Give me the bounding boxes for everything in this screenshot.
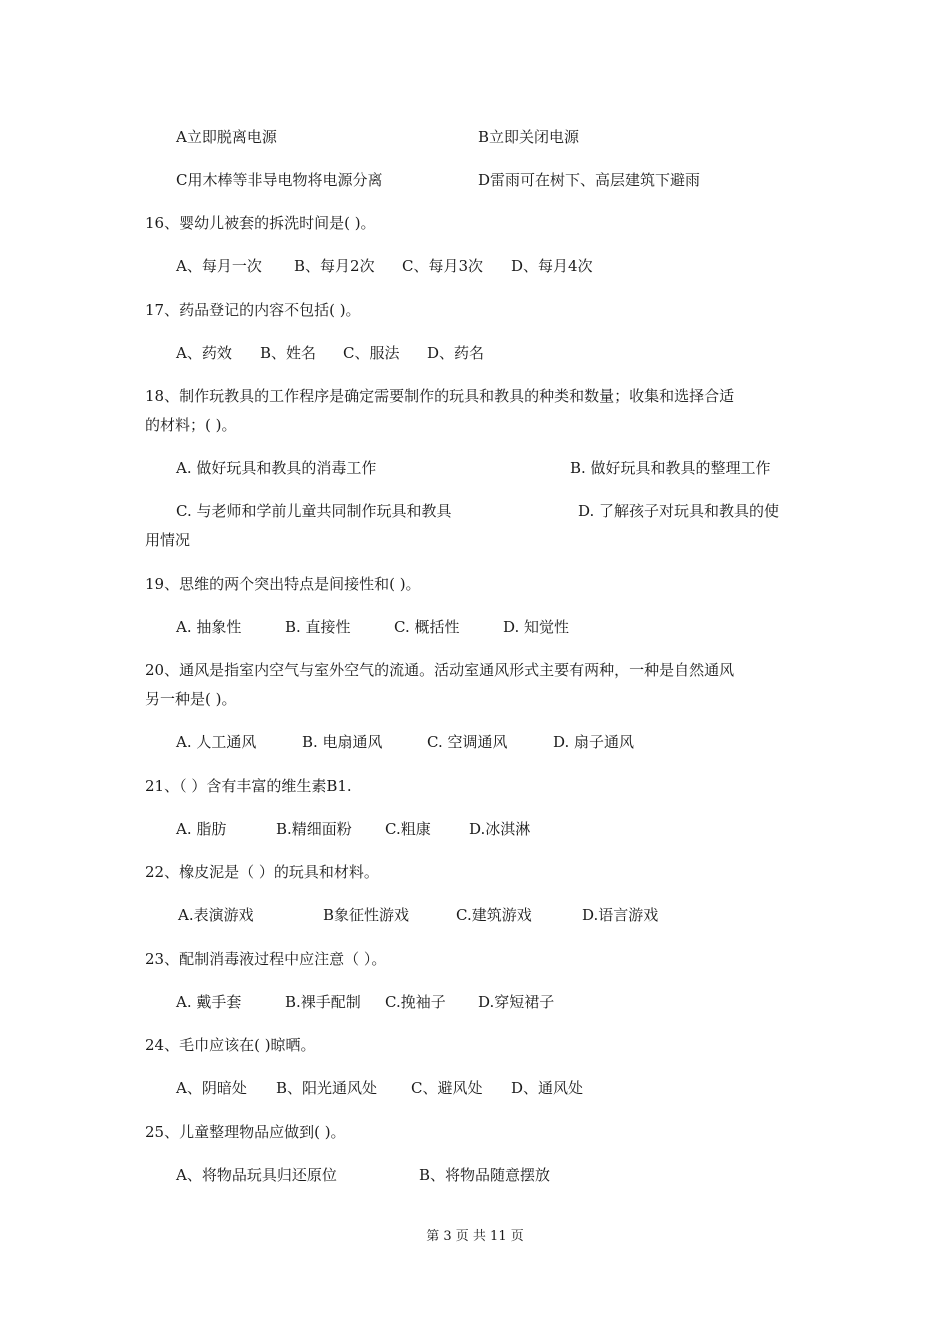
q19-option-d: D. 知觉性	[503, 618, 570, 636]
q21-option-c: C.粗康	[385, 820, 431, 838]
q21-option-b: B.精细面粉	[276, 820, 352, 838]
q19-option-a: A. 抽象性	[176, 618, 242, 636]
q18-option-d: D. 了解孩子对玩具和教具的使	[578, 502, 780, 520]
q17-option-d: D、药名	[427, 344, 485, 362]
q18-option-a: A. 做好玩具和教具的消毒工作	[176, 459, 377, 477]
q22-option-d: D.语言游戏	[582, 906, 659, 924]
q17-option-b: B、姓名	[260, 344, 317, 362]
q17-option-c: C、服法	[343, 344, 400, 362]
q19-option-b: B. 直接性	[285, 618, 351, 636]
q15-option-d: D雷雨可在树下、高层建筑下避雨	[478, 171, 701, 189]
q21-option-d: D.冰淇淋	[469, 820, 531, 838]
q24-option-c: C、避风处	[411, 1079, 483, 1097]
q22-option-a: A.表演游戏	[178, 906, 254, 924]
q20-option-d: D. 扇子通风	[553, 733, 635, 751]
q15-option-c: C用木棒等非导电物将电源分离	[176, 171, 383, 189]
q22-option-b: B象征性游戏	[323, 906, 410, 924]
q23-stem: 23、配制消毒液过程中应注意（ ）。	[145, 950, 387, 968]
q16-option-d: D、每月4次	[511, 257, 593, 275]
q16-option-b: B、每月2次	[294, 257, 375, 275]
page-footer: 第 3 页 共 11 页	[426, 1229, 524, 1244]
q20-option-a: A. 人工通风	[176, 733, 257, 751]
q25-option-a: A、将物品玩具归还原位	[176, 1166, 337, 1184]
q22-stem: 22、橡皮泥是（ ）的玩具和材料。	[145, 863, 379, 881]
q24-option-b: B、阳光通风处	[276, 1079, 378, 1097]
q16-stem: 16、婴幼儿被套的拆洗时间是( )。	[145, 214, 376, 232]
q18-option-b: B. 做好玩具和教具的整理工作	[570, 459, 771, 477]
q23-option-c: C.挽袖子	[385, 993, 446, 1011]
q23-option-d: D.穿短裙子	[478, 993, 555, 1011]
q23-option-a: A. 戴手套	[176, 993, 242, 1011]
q16-option-a: A、每月一次	[176, 257, 262, 275]
q18-option-c: C. 与老师和学前儿童共同制作玩具和教具	[176, 502, 452, 520]
q20-stem-line1: 20、通风是指室内空气与室外空气的流通。活动室通风形式主要有两种，一种是自然通风	[145, 661, 735, 679]
q19-option-c: C. 概括性	[394, 618, 460, 636]
q23-option-b: B.裸手配制	[285, 993, 361, 1011]
q24-option-d: D、通风处	[511, 1079, 584, 1097]
q19-stem: 19、思维的两个突出特点是间接性和( )。	[145, 575, 421, 593]
q18-stem-line2: 的材料；( )。	[145, 416, 237, 434]
q18-option-d-continued: 用情况	[145, 531, 191, 549]
q20-stem-line2: 另一种是( )。	[145, 690, 237, 708]
q21-option-a: A. 脂肪	[176, 820, 227, 838]
q17-stem: 17、药品登记的内容不包括( )。	[145, 301, 361, 319]
q17-option-a: A、药效	[176, 344, 232, 362]
q20-option-c: C. 空调通风	[427, 733, 508, 751]
q16-option-c: C、每月3次	[402, 257, 484, 275]
q25-stem: 25、儿童整理物品应做到( )。	[145, 1123, 346, 1141]
q24-stem: 24、毛巾应该在( )晾晒。	[145, 1036, 316, 1054]
q18-stem-line1: 18、制作玩教具的工作程序是确定需要制作的玩具和教具的种类和数量；收集和选择合适	[145, 387, 735, 405]
q21-stem: 21、（ ）含有丰富的维生素B1.	[145, 777, 352, 795]
q15-option-a: A立即脱离电源	[176, 128, 277, 146]
q20-option-b: B. 电扇通风	[302, 733, 383, 751]
q25-option-b: B、将物品随意摆放	[419, 1166, 551, 1184]
q24-option-a: A、阴暗处	[176, 1079, 247, 1097]
q15-option-b: B立即关闭电源	[478, 128, 580, 146]
q22-option-c: C.建筑游戏	[456, 906, 532, 924]
